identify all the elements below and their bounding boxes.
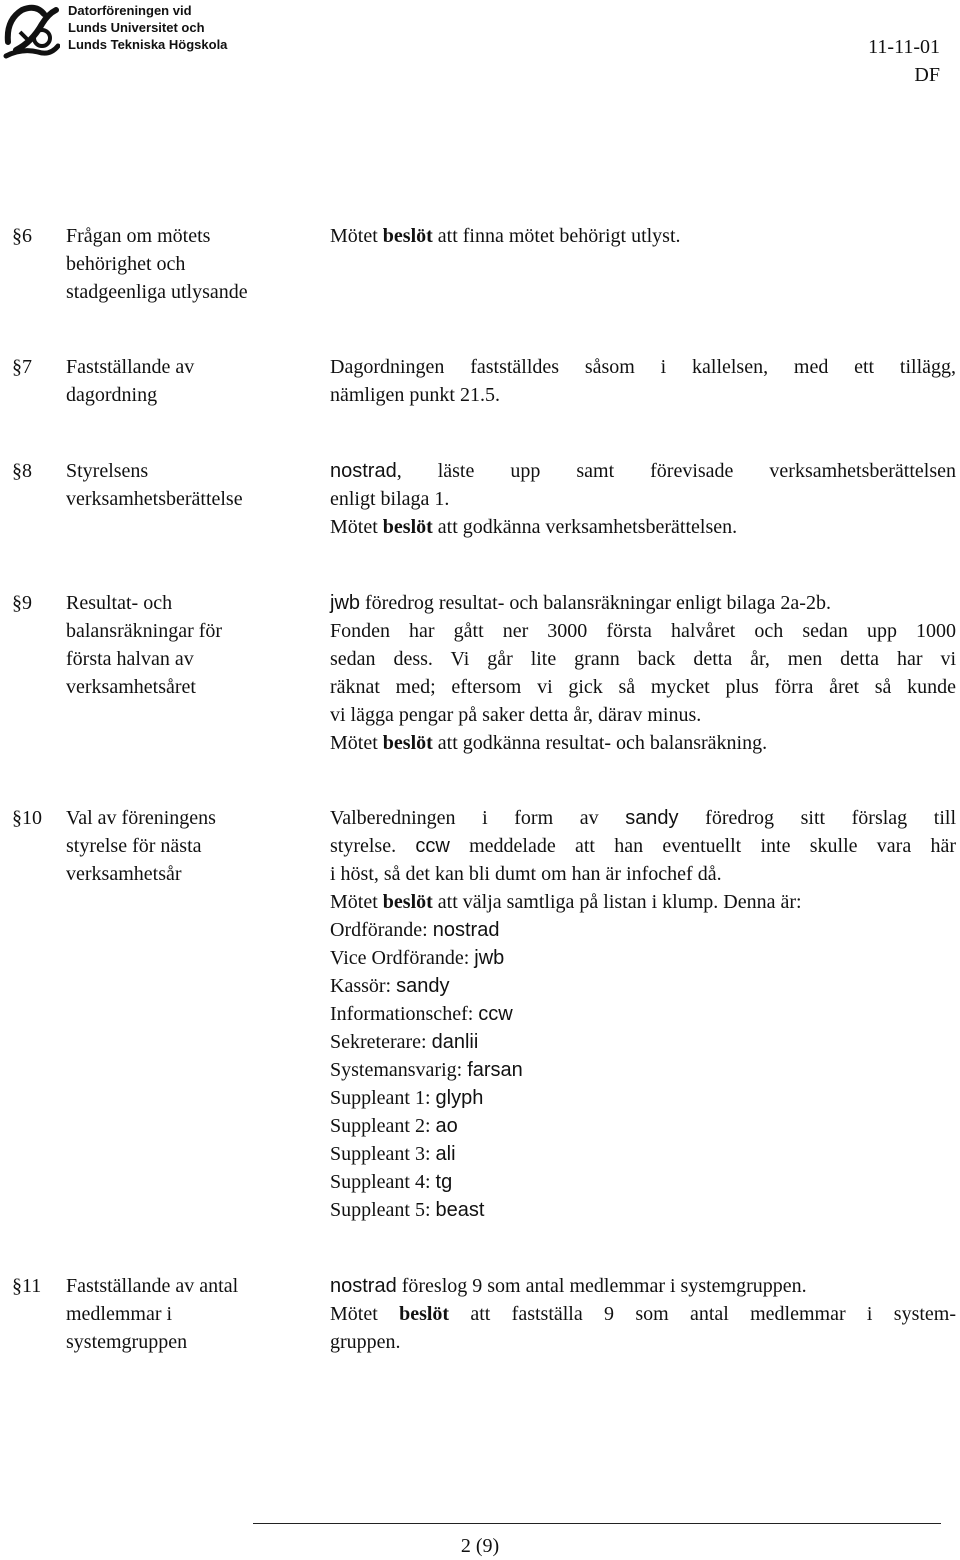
decision-line: Mötet beslöt att godkänna verksamhetsberättelsen.: [330, 516, 738, 538]
section-title: Val av föreningens styrelse för nästa verksamhetsår: [66, 807, 216, 885]
org-line-2: Lunds Universitet och: [68, 20, 205, 35]
org-line-1: Datorföreningen vid: [68, 3, 192, 18]
member-name: sandy: [625, 807, 679, 829]
board-role-item: Suppleant 5: beast: [330, 1199, 485, 1221]
section-body: Valberedningen i form av sandy föredrog sitt förslag till styrelse. ccw meddelade att han eventuellt inte skulle vara här i höst, så det kan bli dumt om han är infochef då. Mötet beslöt att välja samtliga på listan i klump. Denna är: Ordförande: nostrad Vice Ordförande: jwb Kassör: sandy Informationschef: ccw Sekreterare: danlii Systemansvarig: farsan Suppleant 1: glyph Suppleant 2: ao Suppleant 3: ali Suppleant 4: tg Suppleant 5: beast: [330, 804, 956, 1224]
decision-line: Mötet beslöt att fastställa 9 som antal medlemmar i system-: [330, 1303, 956, 1325]
member-name: ccw: [415, 835, 450, 857]
footer-divider: [253, 1523, 941, 1524]
decision-keyword: beslöt: [382, 516, 433, 538]
decision-keyword: beslöt: [382, 225, 433, 247]
section-title: Resultat- och balansräkningar för första halvan av verksamhetsåret: [66, 592, 223, 698]
member-name: ali: [435, 1143, 456, 1165]
section-number: §9: [12, 592, 32, 614]
section-body: nostrad föreslog 9 som antal medlemmar i systemgruppen. Mötet beslöt att fastställa 9 som antal medlemmar i system- gruppen.: [330, 1275, 956, 1353]
decision-keyword: beslöt: [382, 891, 433, 913]
decision-line: Mötet beslöt att godkänna resultat- och balansräkning.: [330, 732, 768, 754]
section-title: Styrelsens verksamhetsberättelse: [66, 460, 243, 510]
board-role-item: Suppleant 4: tg: [330, 1171, 453, 1193]
header-meta: [868, 33, 940, 89]
section-title: Fastställande av dagordning: [66, 356, 195, 406]
board-role-item: Informationschef: ccw: [330, 1003, 513, 1025]
member-name: glyph: [435, 1087, 484, 1109]
section-number: §6: [12, 225, 32, 247]
board-role-item: Vice Ordförande: jwb: [330, 947, 505, 969]
member-name: beast: [435, 1199, 485, 1221]
member-name: tg: [435, 1171, 453, 1193]
page-number: 2 (9): [460, 1535, 500, 1557]
board-role-item: Suppleant 1: glyph: [330, 1087, 484, 1109]
section-title: Frågan om mötets behörighet och stadgeenliga utlysande: [66, 225, 248, 303]
member-name: farsan: [467, 1059, 523, 1081]
section-title: Fastställande av antal medlemmar i systemgruppen: [66, 1275, 239, 1353]
organization-name: [68, 2, 227, 53]
decision-keyword: beslöt: [382, 732, 433, 754]
board-role-item: Suppleant 3: ali: [330, 1143, 456, 1165]
board-role-item: Systemansvarig: farsan: [330, 1059, 523, 1081]
member-name: sandy: [396, 975, 450, 997]
organization-logo: [0, 0, 260, 64]
member-name: ccw: [478, 1003, 513, 1025]
section-number: §11: [12, 1275, 42, 1297]
document-author: DF: [914, 64, 940, 86]
board-role-item: Ordförande: nostrad: [330, 919, 500, 941]
decision-line: Mötet beslöt att välja samtliga på listan i klump. Denna är:: [330, 891, 802, 913]
document-date: 11-11-01: [868, 36, 940, 58]
org-line-3: Lunds Tekniska Högskola: [68, 37, 228, 52]
member-name: nostrad: [330, 1275, 397, 1297]
section-body: Dagordningen fastställdes såsom i kallelsen, med ett tillägg, nämligen punkt 21.5.: [330, 356, 956, 406]
board-role-item: Sekreterare: danlii: [330, 1031, 479, 1053]
member-name: jwb: [330, 592, 361, 614]
section-number: §10: [12, 807, 42, 829]
section-number: §8: [12, 460, 32, 482]
board-role-item: Kassör: sandy: [330, 975, 450, 997]
member-name: nostrad: [432, 919, 500, 941]
board-role-item: Suppleant 2: ao: [330, 1115, 458, 1137]
member-name: nostrad: [330, 460, 397, 482]
member-name: danlii: [431, 1031, 479, 1053]
section-body: nostrad, läste upp samt förevisade verksamhetsberättelsen enligt bilaga 1. Mötet beslöt att godkänna verksamhetsberättelsen.: [330, 457, 956, 541]
member-name: jwb: [474, 947, 505, 969]
section-number: §7: [12, 356, 32, 378]
board-list: [330, 916, 956, 1224]
decision-line: Mötet beslöt att finna mötet behörigt utlyst.: [330, 225, 681, 247]
df-logo-icon: [2, 2, 60, 60]
member-name: ao: [435, 1115, 458, 1137]
decision-keyword: beslöt: [399, 1303, 450, 1325]
section-body: jwb föredrog resultat- och balansräkningar enligt bilaga 2a-2b. Fonden har gått ner 3000 första halvåret och sedan upp 1000 sedan dess. Vi går lite grann back detta år, men detta har vi räknat med; eftersom vi gick så mycket plus förra året så kunde vi lägga pengar på saker detta år, därav minus. Mötet beslöt att godkänna resultat- och balansräkning.: [330, 589, 956, 757]
section-body: [330, 222, 956, 250]
